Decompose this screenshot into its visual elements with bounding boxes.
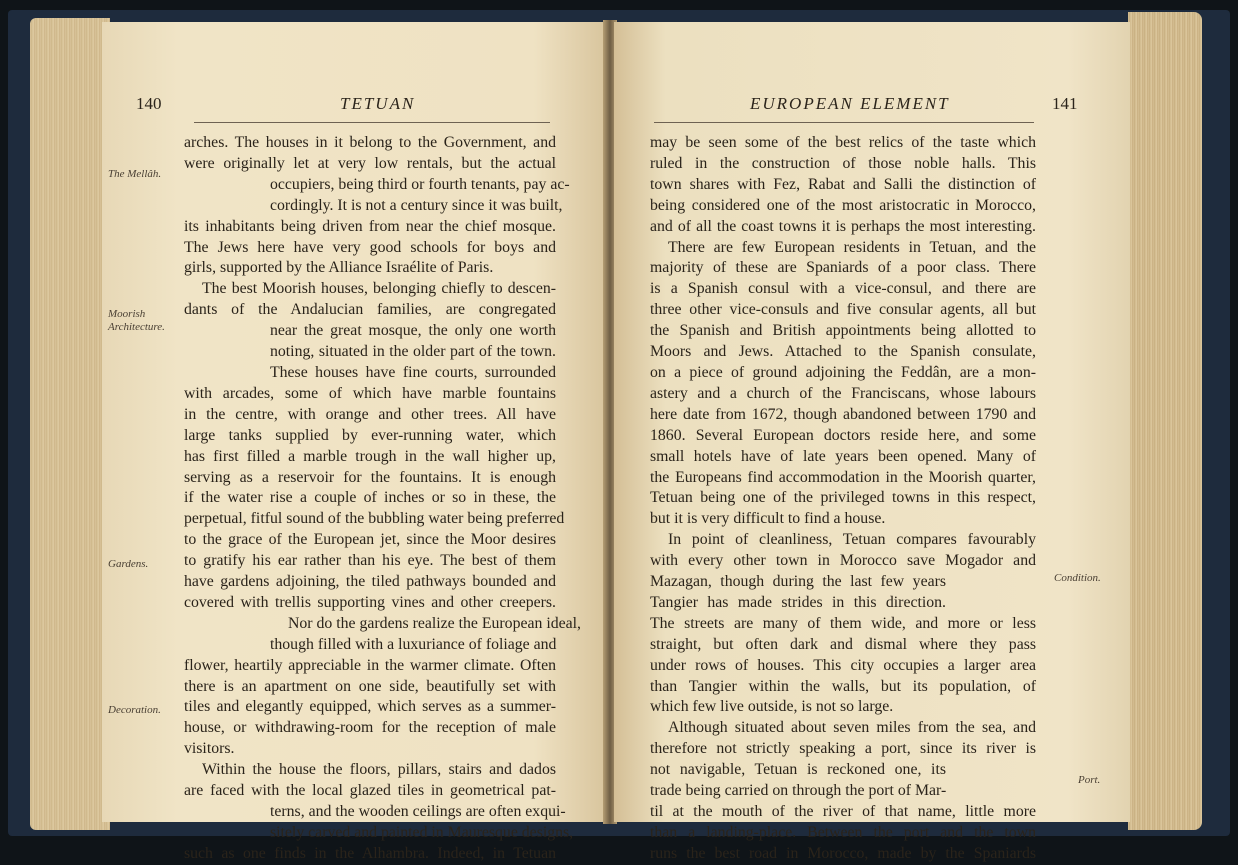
text-line: Within the house the floors, pillars, stairs and dados [202, 761, 556, 779]
text-line: near the great mosque, the only one worth [270, 322, 556, 340]
text-line: The Jews here have very good schools for boys and [184, 238, 556, 256]
text-line: Tetuan being one of the privileged towns in this respect, [650, 489, 1036, 507]
text-line: straight, but often dark and dismal where they pass [650, 635, 1036, 653]
sidenote-mellah: The Mellâh. [108, 168, 162, 180]
text-line: There are few European residents in Tetuan, and the [668, 238, 1036, 256]
sidenote-moorish-architecture: Moorish Architecture. [108, 308, 165, 333]
text-line: The best Moorish houses, belonging chiefly to descen- [202, 280, 556, 298]
sidenote-gardens: Gardens. [108, 558, 149, 570]
text-line: though filled with a luxuriance of foliage and [270, 635, 557, 653]
text-line: occupiers, being third or fourth tenants, pay ac- [270, 175, 570, 193]
right-body-text [650, 133, 1036, 865]
text-line: Although situated about seven miles from the sea, and [668, 719, 1036, 737]
text-line: which few live outside, is not so large. [650, 698, 894, 716]
right-head-rule [654, 122, 1034, 123]
text-line: its inhabitants being driven from near the chief mosque. [184, 217, 556, 235]
text-line: large tanks supplied by ever-running water, which [184, 426, 556, 444]
right-page [614, 22, 1130, 862]
text-line: the Europeans find accommodation in the Moorish quarter, [650, 468, 1036, 486]
left-body-text [184, 133, 581, 865]
text-line: with arcades, some of which have marble fountains [184, 384, 556, 402]
text-line: has first filled a marble trough in the wall higher up, [184, 447, 556, 465]
text-line: small hotels have of late years been opened. Many of [650, 447, 1036, 465]
text-line: is a Spanish consul with a vice-consul, and there are [650, 280, 1036, 298]
text-line: dants of the Andalucian families, are congregated [184, 301, 556, 319]
text-line: majority of these are Spaniards of a poor class. There [650, 259, 1036, 277]
text-line: with every other town in Morocco save Mogador and [650, 552, 1036, 570]
text-line: perpetual, fitful sound of the bubbling water being preferred [184, 510, 565, 528]
text-line: than Tangier within the walls, but its population, of [650, 677, 1036, 695]
text-line: are faced with the local glazed tiles in geometrical pat- [184, 782, 556, 800]
text-line: Mazagan, though during the last few years [650, 573, 946, 591]
text-line: but it is very difficult to find a house. [650, 510, 886, 528]
text-line: to the grace of the European jet, since the Moor desires [184, 531, 556, 549]
left-page [102, 22, 610, 862]
text-line: serving as a reservoir for the fountains. It is enough [184, 468, 556, 486]
text-line: sitely carved and painted in Mauresque designs, [270, 823, 574, 841]
text-line: ruled in the construction of those noble halls. This [650, 154, 1036, 172]
text-line: til at the mouth of the river of that name, little more [650, 803, 1036, 820]
text-line: therefore not strictly speaking a port, since its river is [650, 740, 1036, 758]
text-line: on a piece of ground adjoining the Feddân, are a mon- [650, 363, 1036, 381]
text-line: visitors. [184, 740, 235, 758]
text-line: house, or withdrawing-room for the reception of male [184, 719, 556, 737]
text-line: Moors and Jews. Attached to the Spanish consulate, [650, 343, 1036, 361]
text-line: here date from 1672, though abandoned between 1790 and [650, 405, 1036, 423]
text-line: Tangier has made strides in this direction. [650, 593, 946, 611]
text-line: under rows of houses. This city occupies a larger area [650, 656, 1036, 674]
text-line: in the centre, with orange and other trees. All have [184, 405, 556, 423]
right-running-head: EUROPEAN ELEMENT [750, 94, 950, 113]
text-line: the Spanish and British appointments being allotted to [650, 322, 1036, 340]
page-edges-right [1128, 12, 1202, 830]
text-line: The streets are many of them wide, and more or less [650, 614, 1036, 632]
text-line: Nor do the gardens realize the European ideal, [288, 614, 581, 632]
text-line: arches. The houses in it belong to the Government, and [184, 134, 556, 151]
text-line: astery and a church of the Franciscans, whose labours [650, 384, 1036, 402]
text-line: three other vice-consuls and five consular agents, all but [650, 301, 1036, 319]
text-line: such as one finds in the Alhambra. Indeed, in Tetuan [184, 844, 556, 862]
text-line: if the water rise a couple of inches or so in these, the [184, 489, 556, 507]
text-line: have gardens adjoining, the tiled pathways bounded and [184, 573, 556, 591]
right-folio: 141 [1052, 94, 1078, 113]
text-line: covered with trellis supporting vines and other creepers. [184, 593, 556, 611]
text-line: 1860. Several European doctors reside here, and some [650, 426, 1036, 444]
text-line: terns, and the wooden ceilings are often exqui- [270, 803, 566, 820]
text-line: there is an apartment on one side, beautifully set with [184, 677, 556, 695]
text-line: and of all the coast towns it is perhaps the most interesting. [650, 217, 1036, 235]
sidenote-port: Port. [1078, 774, 1101, 786]
text-line: not navigable, Tetuan is reckoned one, its [650, 761, 946, 779]
page-edges-left [30, 18, 110, 830]
text-line: may be seen some of the best relics of the taste which [650, 134, 1036, 151]
text-line: town shares with Fez, Rabat and Salli the distinction of [650, 175, 1036, 193]
text-line: than a landing-place. Between the port and the town [650, 823, 1036, 841]
text-line: flower, heartily appreciable in the warmer climate. Often [184, 656, 556, 674]
sidenote-decoration: Decoration. [108, 704, 161, 716]
text-line: noting, situated in the older part of the town. [270, 343, 556, 361]
text-line: runs the best road in Morocco, made by the Spaniards [650, 844, 1036, 862]
text-line: These houses have fine courts, surrounded [270, 363, 556, 381]
text-line: being considered one of the most aristocratic in Morocco, [650, 196, 1036, 214]
left-running-head: TETUAN [340, 94, 416, 113]
text-line: trade being carried on through the port of Mar- [650, 782, 947, 800]
left-folio: 140 [136, 94, 162, 113]
text-line: cordingly. It is not a century since it was built, [270, 196, 563, 214]
text-line: girls, supported by the Alliance Israélite of Paris. [184, 259, 494, 277]
left-head-rule [194, 122, 550, 123]
text-line: to gratify his ear rather than his eye. The best of them [184, 552, 556, 570]
sidenote-condition: Condition. [1054, 572, 1101, 584]
text-line: tiles and elegantly equipped, which serves as a summer- [184, 698, 556, 716]
text-line: were originally let at very low rentals, but the actual [184, 154, 556, 172]
text-line: In point of cleanliness, Tetuan compares favourably [668, 531, 1036, 549]
